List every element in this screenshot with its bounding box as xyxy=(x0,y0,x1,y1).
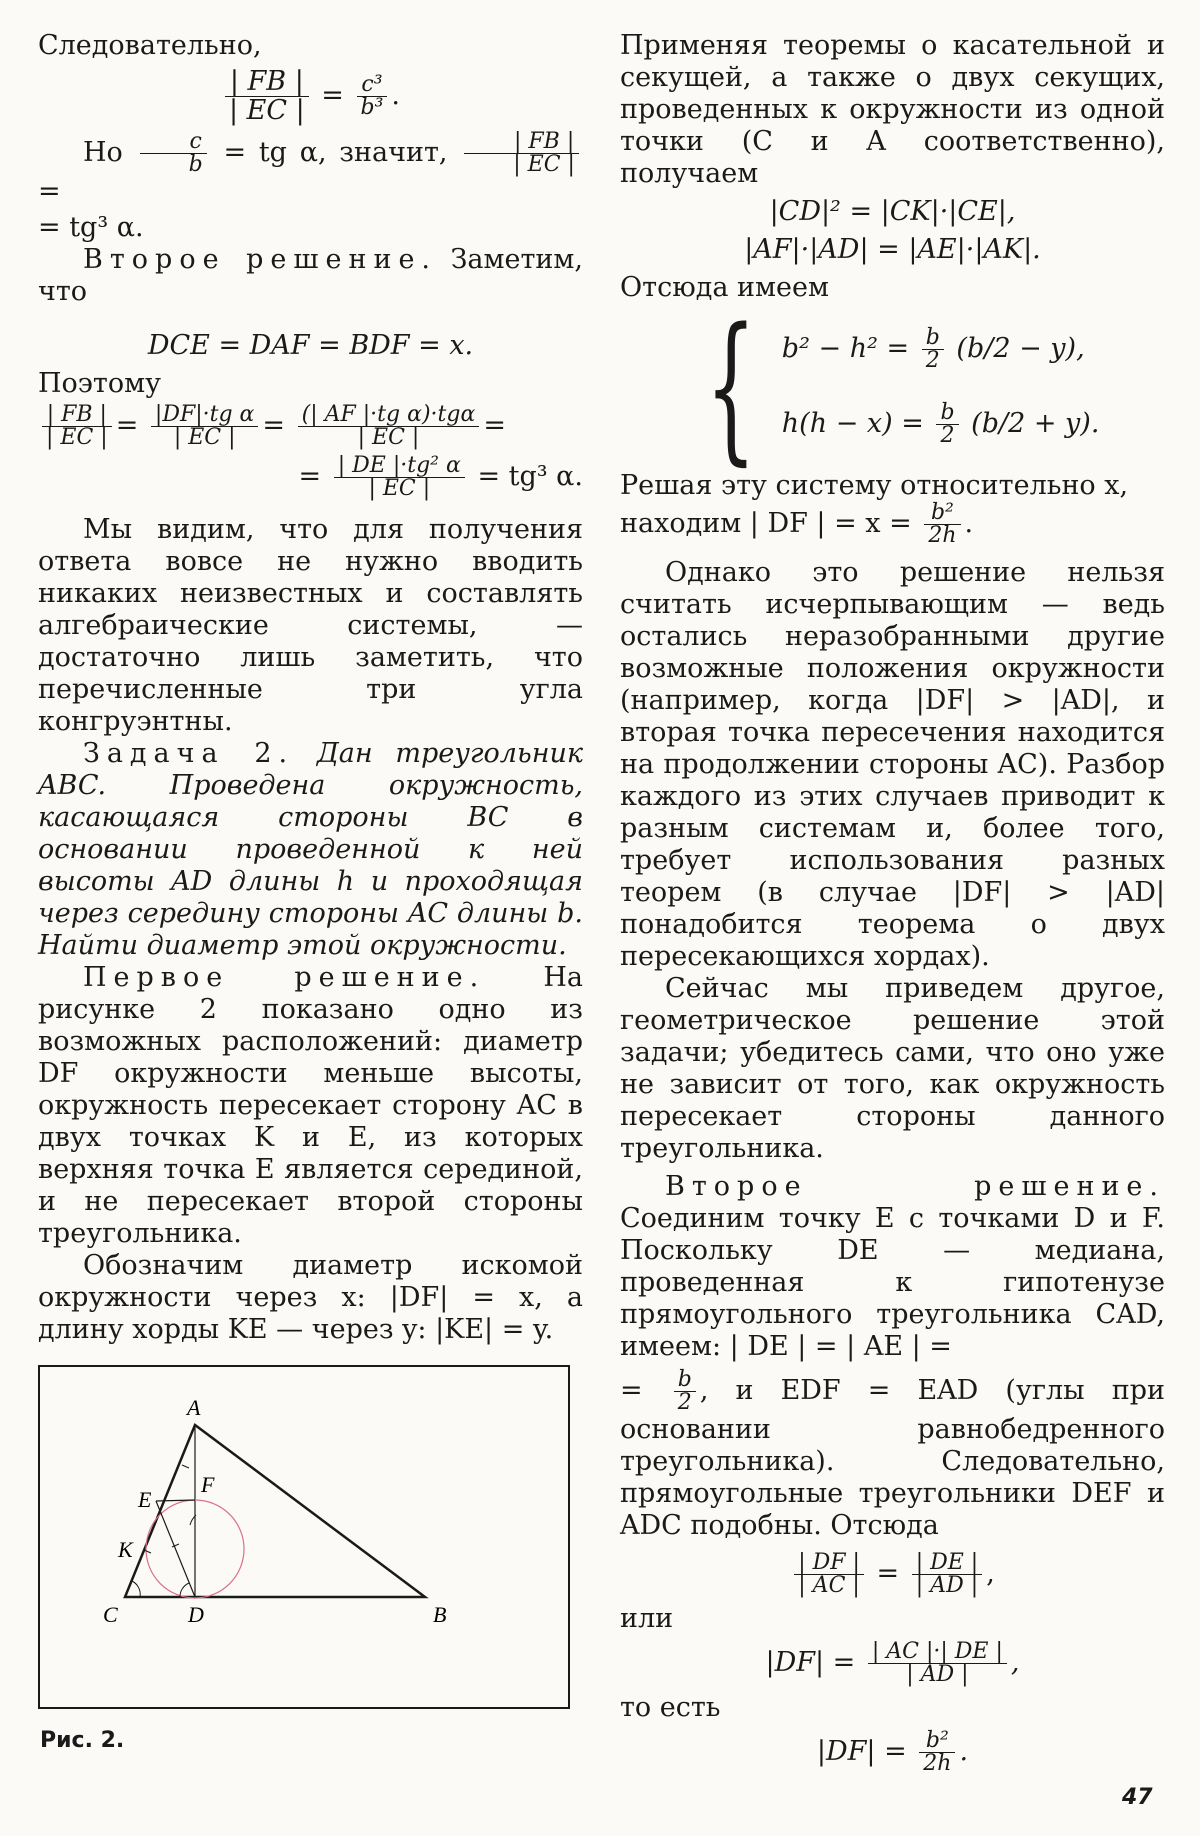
result-df xyxy=(620,502,1165,547)
second-solution-title-right: Второе решение. xyxy=(665,1171,1165,1202)
equation-chain-2: = $\frac{\text{| DE |·tg² α}}{| EC |}$ = tg³ α. xyxy=(298,453,583,501)
equation-df-ac-de: |DF| = $\frac{| AC |\cdot| DE |}{| AD |}$ , xyxy=(765,1639,1020,1687)
frac-num: | FB | xyxy=(225,68,309,97)
system-brace: { xyxy=(705,293,757,480)
label-f: F xyxy=(201,1472,215,1497)
second-solution-title: Второе решение. xyxy=(83,244,438,275)
frac-den: 2 xyxy=(940,423,955,448)
paragraph-odnako: Однако это решение нельзя считать исчерпывающим — ведь остались неразобранными другие возможные положения окружности (например, когда |DF| > |AD|, и вторая точка пересечения находится на продолжении стороны AC). Разбор каждого из этих случаев приводит к разным системам и, более того, требует использования разных теорем (в случае |DF| > |AD| понадобится теорема о двух пересекающихся хордах). xyxy=(620,557,1165,972)
tick-mark xyxy=(144,1550,151,1553)
frac-den: | EC | xyxy=(513,152,575,177)
frac-den: | EC | xyxy=(46,425,108,450)
label-d: D xyxy=(188,1602,204,1627)
text-sledovatelno: Следовательно, xyxy=(38,30,262,61)
angles-equation-text: DCE = DAF = BDF = x. xyxy=(147,330,474,361)
frac-den: b³ xyxy=(360,95,384,120)
paragraph-reshaya: Решая эту систему относительно x, xyxy=(620,470,1129,501)
equation-end: . xyxy=(391,80,401,111)
equal-angles-text: , и EDF = EAD (углы при основании равнобедренного треугольника). Следовательно, прямоугольные треугольники DEF и ADC подобны. Отсюда xyxy=(620,1375,1165,1541)
angle-d-arc xyxy=(180,1583,189,1597)
page-number: 47 xyxy=(1122,1785,1153,1810)
frac-den: | EC | xyxy=(357,425,420,450)
frac-den: 2h xyxy=(923,1751,952,1776)
text-otsyuda: Отсюда имеем xyxy=(620,272,829,303)
equation-cd: |CD|² = |CK|·|CE|, xyxy=(769,196,1016,227)
figure-2 xyxy=(38,1365,570,1709)
equals: = xyxy=(620,1375,643,1406)
frac-den: | EC | xyxy=(368,476,431,501)
text-tg3: = tg³ α. xyxy=(38,212,144,243)
tick-mark xyxy=(182,1465,189,1468)
text-no xyxy=(38,131,583,208)
frac-num: |DF|·tg α xyxy=(151,404,259,427)
system-eq-2 xyxy=(782,402,1100,447)
frac-num: | FB | xyxy=(42,404,112,427)
sys2-lhs: h(h − x) = xyxy=(781,408,924,439)
equals: = xyxy=(38,176,61,207)
frac-den: 2 xyxy=(925,348,940,373)
frac-num: c xyxy=(140,131,207,154)
frac-den: 2 xyxy=(677,1390,692,1415)
proportion: $\frac{| DF |}{| AC |}$ = $\frac{| DE |}{| AD |}$ , xyxy=(620,1552,1165,1597)
frac-den: | EC | xyxy=(228,95,305,126)
frac-num: c³ xyxy=(357,74,388,97)
frac-den: | AD | xyxy=(906,1662,969,1687)
second-solution-intro xyxy=(38,244,583,308)
frac-num: | FB | xyxy=(464,131,579,154)
label-b: B xyxy=(433,1602,447,1627)
second-solution-text-right: Соединим точку E с точками D и F. Поскольку DE — медиана, проведенная к гипотенузе прямоугольного треугольника CAD, имеем: | DE | = | AE | = xyxy=(620,1203,1165,1362)
lhs: |DF| = xyxy=(765,1647,856,1678)
word-no: Но xyxy=(83,137,123,168)
frac-den: | AC | xyxy=(798,1573,860,1598)
right-column xyxy=(620,30,1165,1781)
label-k: K xyxy=(118,1537,133,1562)
system-eq-1 xyxy=(782,327,1100,372)
lhs: |DF| = xyxy=(816,1736,907,1767)
angles-equation xyxy=(38,330,583,362)
first-solution-text: На рисунке 2 показано одно из возможных расположений: диаметр DF окружности меньше высоты, окружность пересекает сторону AC в двух точках K и E, из которых верхняя точка E является серединой, и не пересекает второй стороны треугольника. xyxy=(38,962,583,1249)
paragraph-seychas: Сейчас мы приведем другое, геометрическое решение этой задачи; убедитесь сами, что оно уже не зависит от того, как окружность пересекает стороны данного треугольника. xyxy=(620,973,1165,1164)
equation-system xyxy=(680,293,1165,480)
result-text: находим | DF | = x = xyxy=(620,508,912,539)
frac-num: b xyxy=(936,402,958,425)
text-to-est: то есть xyxy=(620,1692,721,1723)
result-end: . xyxy=(964,508,974,539)
task-2 xyxy=(38,738,583,962)
equation-fb-ec: $\frac{| FB |}{| EC |}$ = $\frac{\text{c³}}{\text{b³}}$ . xyxy=(38,68,583,125)
figure-caption: Рис. 2. xyxy=(40,1728,125,1753)
second-solution-text: Заметим, что xyxy=(38,244,583,307)
frac-num: b² xyxy=(924,502,960,525)
left-column xyxy=(38,30,583,1346)
frac-num: b xyxy=(922,327,944,350)
triangle-abc xyxy=(125,1425,425,1597)
label-a: A xyxy=(187,1395,201,1420)
sys1-lhs: b² − h² = xyxy=(781,333,910,364)
frac-num: (| AF |·tg α)·tgα xyxy=(298,404,480,427)
text-ili: или xyxy=(620,1603,674,1634)
frac-num: b² xyxy=(919,1730,955,1753)
sys1-rhs: (b/2 − y), xyxy=(956,333,1085,364)
task-title: Задача 2. xyxy=(83,738,295,769)
frac-num: | DE | xyxy=(912,1552,983,1575)
frac-den: 2h xyxy=(928,523,957,548)
paragraph-my-vidim: Мы видим, что для получения ответа вовсе не нужно вводить никаких неизвестных и составлять алгебраические системы, — достаточно лишь заметить, что перечисленные три угла конгруэнтны. xyxy=(38,514,583,737)
equation-af: |AF|·|AD| = |AE|·|AK|. xyxy=(744,234,1041,265)
frac-den: b xyxy=(188,152,203,177)
first-solution-title: Первое решение. xyxy=(83,962,486,993)
text-poetomu: Поэтому xyxy=(38,368,162,399)
equation-final: |DF| = $\frac{\text{b²}}{2h}$ . xyxy=(816,1728,969,1776)
triangle-diagram xyxy=(40,1367,568,1707)
frac-num: b xyxy=(674,1369,696,1392)
frac-num: | DE |·tg² α xyxy=(334,455,465,478)
second-solution-right xyxy=(620,1171,1165,1363)
text-tg-znachit: = tg α, значит, xyxy=(223,137,448,168)
paragraph-oboznachim: Обозначим диаметр искомой окружности через x: |DF| = x, а длину хорды KE — через y: |KE| = y. xyxy=(38,1250,583,1345)
frac-num: | AC |·| DE | xyxy=(868,1641,1007,1664)
angle-c-arc xyxy=(132,1581,140,1597)
task-text: Дан треугольник ABC. Проведена окружность, касающаяся стороны BC в основании проведенной к ней высоты AD длины h и проходящая через середину стороны AC длины b. Найти диаметр этой окружности. xyxy=(38,738,583,961)
equation-chain: $\frac{| FB |}{| EC |}$ = $\frac{\text{|DF|·tg α}}{| EC |}$ = $\frac{\text{(| AF |·tg α)·tgα}}{| EC |}$ = xyxy=(38,404,583,449)
paragraph-equal-angles xyxy=(620,1369,1165,1542)
label-c: C xyxy=(103,1602,118,1627)
frac-den: | AD | xyxy=(915,1573,979,1598)
paragraph-primenyaya: Применяя теоремы о касательной и секущей, а также о двух секущих, проведенных к окружности из одной точки (C и A соответственно), получаем xyxy=(620,30,1165,189)
first-solution xyxy=(38,962,583,1250)
sys2-rhs: (b/2 + y). xyxy=(971,408,1100,439)
frac-num: | DF | xyxy=(794,1552,864,1575)
label-e: E xyxy=(138,1487,152,1512)
equation-result: = tg³ α. xyxy=(477,461,583,492)
frac-den: | EC | xyxy=(173,425,236,450)
segment-de xyxy=(156,1501,195,1597)
